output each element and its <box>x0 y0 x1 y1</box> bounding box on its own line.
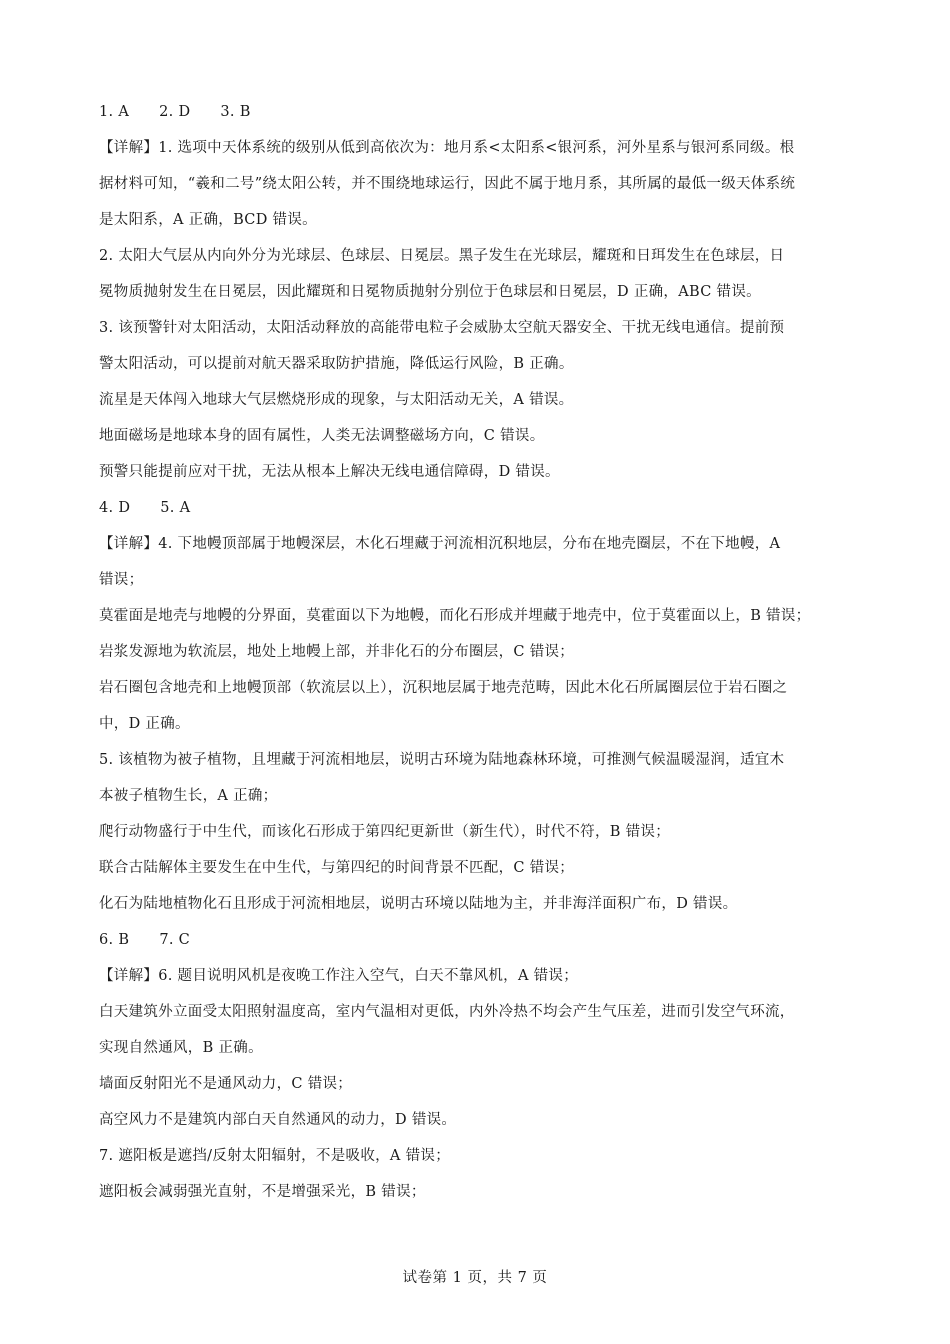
answer-row-4-5 <box>99 490 859 526</box>
explanation-line: 地面磁场是地球本身的固有属性，人类无法调整磁场方向，C 错误。 <box>99 428 545 444</box>
explanation-line: 实现自然通风，B 正确。 <box>99 1040 263 1056</box>
explanation-line: 是太阳系，A 正确，BCD 错误。 <box>99 212 317 228</box>
explanation-line: 墙面反射阳光不是通风动力，C 错误； <box>99 1076 353 1092</box>
explanation-line: 3. 该预警针对太阳活动，太阳活动释放的高能带电粒子会威胁太空航天器安全、干扰无线电通信。提前预 <box>99 320 785 336</box>
explanation-line: 流星是天体闯入地球大气层燃烧形成的现象，与太阳活动无关，A 错误。 <box>99 392 574 408</box>
answer-3: 3. B <box>220 104 251 120</box>
answer-1: 1. A <box>99 104 130 120</box>
explanation-line: 高空风力不是建筑内部白天自然通风的动力，D 错误。 <box>99 1112 457 1128</box>
explanation-line: 爬行动物盛行于中生代，而该化石形成于第四纪更新世（新生代），时代不符，B 错误； <box>99 824 671 840</box>
explanation-line: 莫霍面是地壳与地幔的分界面，莫霍面以下为地幔，而化石形成并埋藏于地壳中，位于莫霍面以上，B 错误； <box>99 608 811 624</box>
explanation-line: 冕物质抛射发生在日冕层，因此耀斑和日冕物质抛射分别位于色球层和日冕层，D 正确，ABC 错误。 <box>99 284 761 300</box>
answer-5: 5. A <box>160 500 191 516</box>
answer-row-1-3 <box>99 94 859 130</box>
answer-row-6-7 <box>99 922 859 958</box>
explanation-line: 岩石圈包含地壳和上地幔顶部（软流层以上），沉积地层属于地壳范畴，因此木化石所属圈层位于岩石圈之 <box>99 680 788 696</box>
explanation-line: 白天建筑外立面受太阳照射温度高，室内气温相对更低，内外冷热不均会产生气压差，进而引发空气环流， <box>99 1004 795 1020</box>
answer-6: 6. B <box>99 932 130 948</box>
explanation-line: 错误； <box>99 572 144 588</box>
answer-4: 4. D <box>99 500 131 516</box>
explanation-line: 【详解】1. 选项中天体系统的级别从低到高依次为：地月系<太阳系<银河系，河外星系与银河系同级。根 <box>99 140 795 156</box>
page-footer: 试卷第 1 页，共 7 页 <box>402 1270 548 1286</box>
explanation-line: 联合古陆解体主要发生在中生代，与第四纪的时间背景不匹配，C 错误； <box>99 860 575 876</box>
explanation-line: 5. 该植物为被子植物，且埋藏于河流相地层，说明古环境为陆地森林环境，可推测气候温暖湿润，适宜木 <box>99 752 785 768</box>
answer-2: 2. D <box>159 104 191 120</box>
explanation-line: 据材料可知，“羲和二号”绕太阳公转，并不围绕地球运行，因此不属于地月系，其所属的最低一级天体系统 <box>99 176 796 192</box>
explanation-line: 本被子植物生长，A 正确； <box>99 788 278 804</box>
explanation-line: 化石为陆地植物化石且形成于河流相地层，说明古环境以陆地为主，并非海洋面积广布，D 错误。 <box>99 896 738 912</box>
explanation-line: 遮阳板会减弱强光直射，不是增强采光，B 错误； <box>99 1184 426 1200</box>
explanation-line: 【详解】4. 下地幔顶部属于地幔深层，木化石埋藏于河流相沉积地层，分布在地壳圈层，不在下地幔，A <box>99 536 781 552</box>
explanation-line: 岩浆发源地为软流层，地处上地幔上部，并非化石的分布圈层，C 错误； <box>99 644 575 660</box>
explanation-line: 【详解】6. 题目说明风机是夜晚工作注入空气，白天不靠风机，A 错误； <box>99 968 579 984</box>
explanation-line: 2. 太阳大气层从内向外分为光球层、色球层、日冕层。黑子发生在光球层，耀斑和日珥发生在色球层，日 <box>99 248 785 264</box>
explanation-line: 中，D 正确。 <box>99 716 190 732</box>
explanation-line: 警太阳活动，可以提前对航天器采取防护措施，降低运行风险，B 正确。 <box>99 356 574 372</box>
explanation-line: 预警只能提前应对干扰，无法从根本上解决无线电通信障碍，D 错误。 <box>99 464 560 480</box>
answer-7: 7. C <box>159 932 191 948</box>
document-content <box>99 94 859 1210</box>
explanation-line: 7. 遮阳板是遮挡/反射太阳辐射，不是吸收，A 错误； <box>99 1148 451 1164</box>
